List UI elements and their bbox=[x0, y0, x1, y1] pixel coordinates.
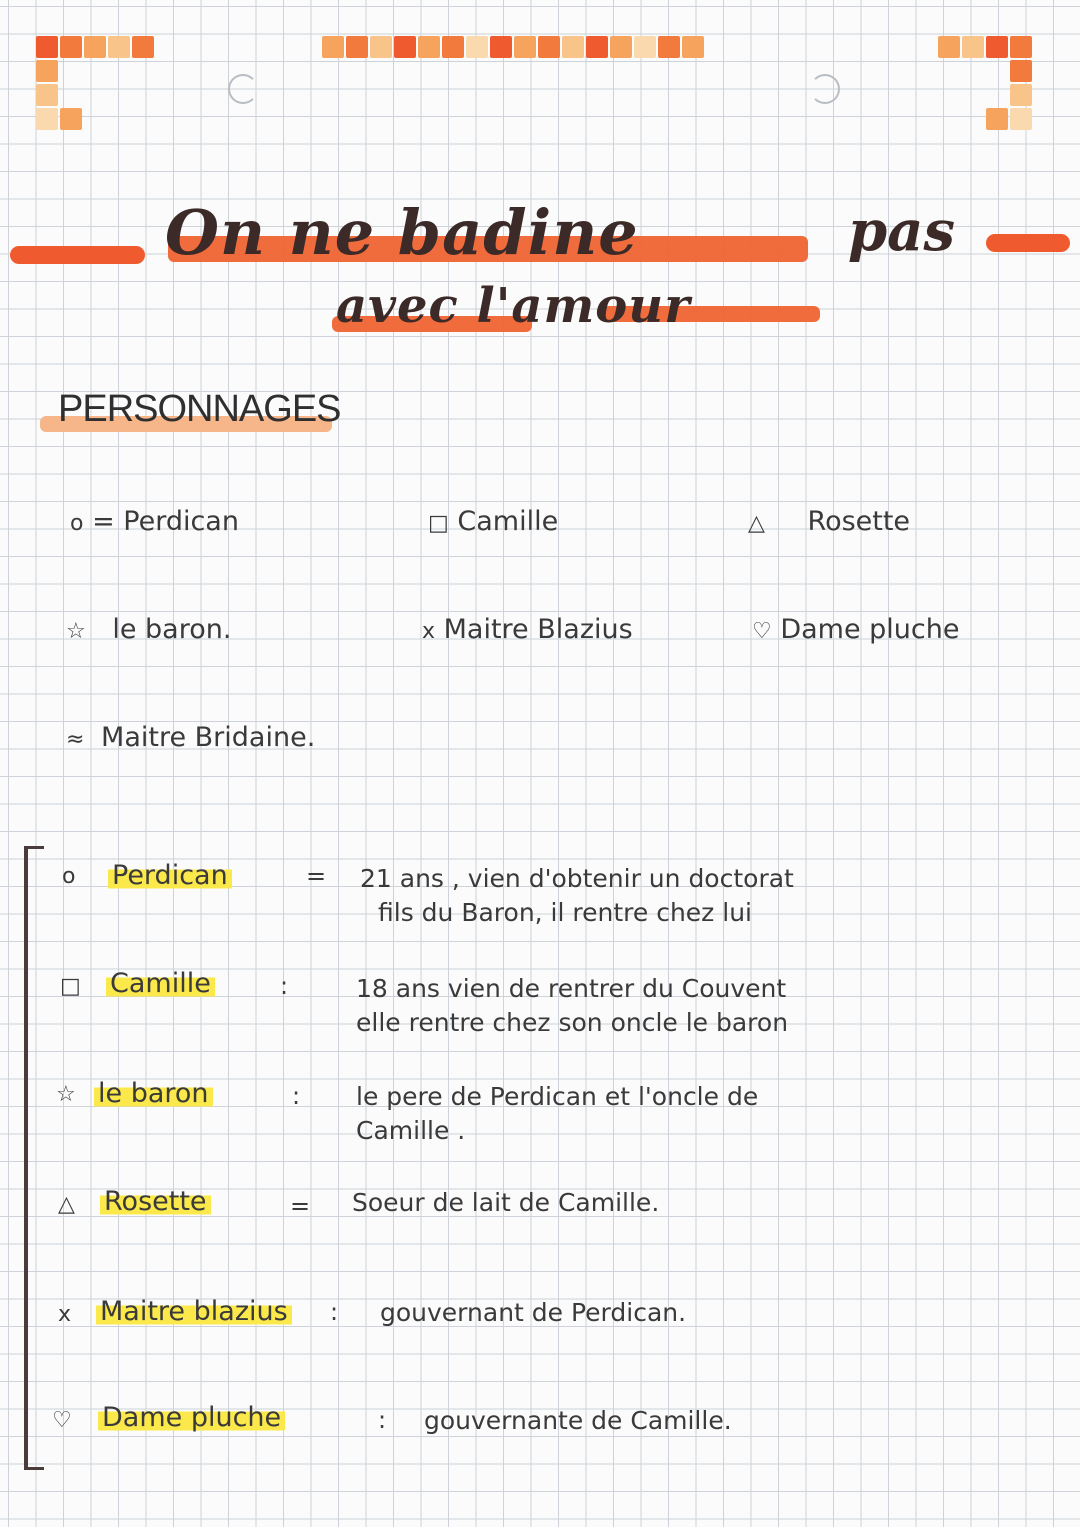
title-line-1: On ne badine bbox=[165, 196, 639, 269]
character-separator: : bbox=[330, 1298, 339, 1326]
character-separator: : bbox=[280, 972, 289, 1000]
circle-icon: o bbox=[62, 864, 76, 889]
cross-icon: x bbox=[422, 619, 436, 644]
title-underline-right bbox=[986, 234, 1070, 252]
triangle-icon: △ bbox=[58, 1192, 75, 1217]
heart-icon: ♡ bbox=[52, 1408, 72, 1433]
legend-item-baron bbox=[66, 614, 231, 645]
square-icon: □ bbox=[60, 974, 81, 999]
legend-item-rosette bbox=[748, 506, 910, 537]
title-underline-left bbox=[10, 246, 145, 264]
character-list-bracket bbox=[24, 846, 44, 1470]
character-separator: = bbox=[306, 862, 327, 890]
character-name: Rosette bbox=[100, 1186, 211, 1217]
legend-item-camille bbox=[428, 506, 558, 537]
character-description-line1: gouvernante de Camille. bbox=[424, 1406, 732, 1435]
wave-icon: ≈ bbox=[66, 727, 85, 752]
character-name: Dame pluche bbox=[98, 1402, 285, 1433]
character-separator: = bbox=[290, 1192, 311, 1220]
character-name: Camille bbox=[106, 968, 215, 999]
character-description-line1: gouvernant de Perdican. bbox=[380, 1298, 687, 1327]
heart-icon: ♡ bbox=[752, 619, 772, 644]
binder-ring-left bbox=[228, 74, 258, 104]
title-line-2: avec l'amour bbox=[336, 278, 691, 334]
binder-ring-right bbox=[810, 74, 840, 104]
legend-label: Rosette bbox=[807, 506, 911, 537]
character-description-line1: le pere de Perdican et l'oncle de bbox=[356, 1082, 759, 1111]
triangle-icon: △ bbox=[748, 511, 765, 536]
character-description-line2: elle rentre chez son oncle le baron bbox=[356, 1008, 789, 1037]
character-separator: : bbox=[292, 1082, 301, 1110]
character-separator: : bbox=[378, 1406, 387, 1434]
legend-label: Dame pluche bbox=[780, 614, 960, 645]
character-description-line1: Soeur de lait de Camille. bbox=[352, 1188, 660, 1217]
character-description-line2: Camille . bbox=[356, 1116, 466, 1145]
legend-item-blazius bbox=[422, 614, 633, 645]
title-line-1-end: pas bbox=[848, 198, 955, 264]
legend-label: Maitre Blazius bbox=[443, 614, 633, 645]
character-name: le baron bbox=[94, 1078, 213, 1109]
legend-item-bridaine bbox=[66, 722, 315, 753]
character-name: Maitre blazius bbox=[96, 1296, 292, 1327]
character-name: Perdican bbox=[108, 860, 232, 891]
legend-label: Maitre Bridaine. bbox=[101, 722, 316, 753]
star-icon: ☆ bbox=[56, 1082, 76, 1107]
circle-icon: o bbox=[70, 511, 84, 536]
legend-item-perdican bbox=[70, 506, 239, 537]
legend-item-pluche bbox=[752, 614, 959, 645]
star-icon: ☆ bbox=[66, 619, 86, 644]
character-description-line1: 21 ans , vien d'obtenir un doctorat bbox=[360, 864, 794, 893]
square-icon: □ bbox=[428, 511, 449, 536]
character-description-line1: 18 ans vien de rentrer du Couvent bbox=[356, 974, 787, 1003]
legend-label: = Perdican bbox=[92, 506, 239, 537]
cross-icon: x bbox=[58, 1302, 72, 1327]
section-heading: PERSONNAGES bbox=[58, 388, 341, 430]
character-description-line2: fils du Baron, il rentre chez lui bbox=[378, 898, 752, 927]
legend-label: Camille bbox=[457, 506, 559, 537]
legend-label: le baron. bbox=[112, 614, 232, 645]
